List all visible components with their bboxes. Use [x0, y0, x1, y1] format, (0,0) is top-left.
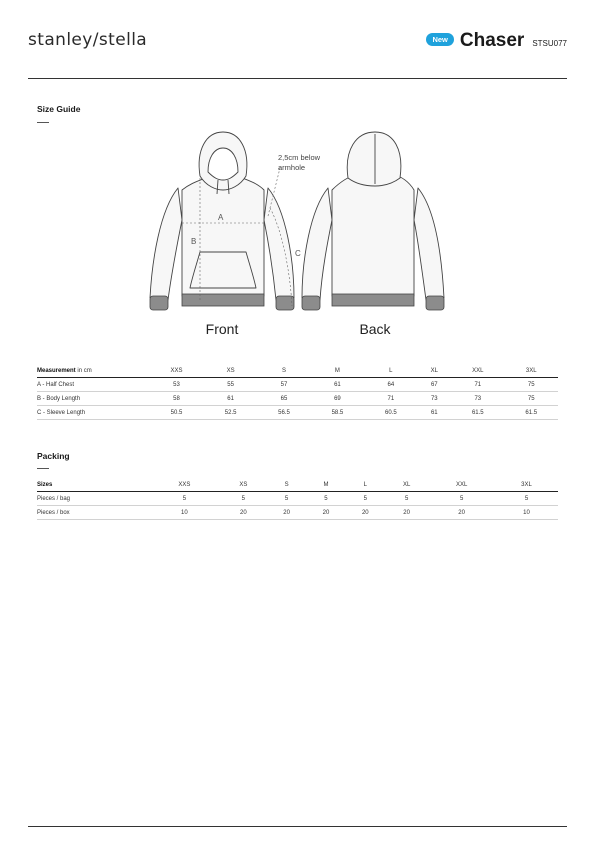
cell: 5 [346, 492, 385, 506]
size-header: M [306, 478, 345, 492]
size-header: XL [418, 364, 452, 378]
cell: 20 [346, 506, 385, 520]
hoodie-front-cuffs [150, 294, 294, 310]
armhole-note-line1: 2,5cm below [278, 153, 321, 162]
cell: 20 [428, 506, 495, 520]
cell: 20 [220, 506, 267, 520]
cell: 71 [451, 378, 504, 392]
cell: 5 [220, 492, 267, 506]
row-label: B - Body Length [37, 392, 149, 406]
table-row [37, 378, 558, 392]
cell: 61.5 [451, 406, 504, 420]
cell: 71 [364, 392, 417, 406]
hoodie-back-drawing [302, 132, 444, 300]
size-header: L [346, 478, 385, 492]
cell: 5 [149, 492, 220, 506]
cell: 20 [385, 506, 428, 520]
row-label: C - Sleeve Length [37, 406, 149, 420]
row-label: Pieces / box [37, 506, 149, 520]
cell: 5 [428, 492, 495, 506]
cell: 61 [311, 378, 364, 392]
hoodie-back-cuffs [302, 294, 444, 310]
size-header: XXL [428, 478, 495, 492]
cell: 61 [204, 392, 257, 406]
cell: 65 [257, 392, 310, 406]
row-label: A - Half Chest [37, 378, 149, 392]
cell: 73 [451, 392, 504, 406]
size-header: L [364, 364, 417, 378]
cell: 55 [204, 378, 257, 392]
cell: 69 [311, 392, 364, 406]
table-header-row [37, 364, 558, 378]
hoodie-illustration [130, 120, 460, 345]
measurement-header: Measurement in cm [37, 364, 149, 378]
armhole-note-line2: armhole [278, 163, 306, 172]
footer-divider [28, 826, 567, 827]
cell: 56.5 [257, 406, 310, 420]
cell: 75 [505, 392, 559, 406]
cell: 5 [306, 492, 345, 506]
size-header: M [311, 364, 364, 378]
cell: 61.5 [505, 406, 559, 420]
measure-b-label: B [191, 237, 197, 246]
size-guide-table [37, 364, 558, 420]
size-header: S [267, 478, 306, 492]
packing-title: Packing [37, 451, 70, 461]
size-guide-underline [37, 122, 49, 123]
packing-underline [37, 468, 49, 469]
product-header [426, 30, 567, 52]
cell: 50.5 [149, 406, 204, 420]
row-label: Pieces / bag [37, 492, 149, 506]
table-header-row [37, 478, 558, 492]
cell: 53 [149, 378, 204, 392]
cell: 67 [418, 378, 452, 392]
cell: 5 [385, 492, 428, 506]
size-header: XXL [451, 364, 504, 378]
table-row [37, 506, 558, 520]
cell: 5 [495, 492, 558, 506]
cell: 58.5 [311, 406, 364, 420]
size-guide-title: Size Guide [37, 104, 81, 114]
product-name: Chaser [459, 30, 525, 51]
size-header: S [257, 364, 310, 378]
size-header: XS [220, 478, 267, 492]
header-divider [28, 78, 567, 79]
size-header: 3XL [505, 364, 559, 378]
measure-c-label: C [295, 249, 301, 258]
cell: 73 [418, 392, 452, 406]
cell: 5 [267, 492, 306, 506]
cell: 57 [257, 378, 310, 392]
packing-table [37, 478, 558, 520]
table-row [37, 392, 558, 406]
new-badge: New [426, 33, 453, 46]
size-header: XXS [149, 478, 220, 492]
size-header: XS [204, 364, 257, 378]
measure-a-label: A [218, 213, 224, 222]
size-header: XXS [149, 364, 204, 378]
size-header: 3XL [495, 478, 558, 492]
table-row [37, 406, 558, 420]
cell: 64 [364, 378, 417, 392]
cell: 61 [418, 406, 452, 420]
cell: 75 [505, 378, 559, 392]
brand-logo: stanley/stella [28, 30, 148, 50]
sizes-header: Sizes [37, 478, 149, 492]
cell: 60.5 [364, 406, 417, 420]
back-label: Back [359, 321, 391, 337]
cell: 58 [149, 392, 204, 406]
cell: 10 [149, 506, 220, 520]
front-label: Front [205, 321, 239, 337]
cell: 52.5 [204, 406, 257, 420]
cell: 10 [495, 506, 558, 520]
table-row [37, 492, 558, 506]
cell: 20 [267, 506, 306, 520]
product-code: STSU077 [532, 39, 567, 48]
size-header: XL [385, 478, 428, 492]
cell: 20 [306, 506, 345, 520]
